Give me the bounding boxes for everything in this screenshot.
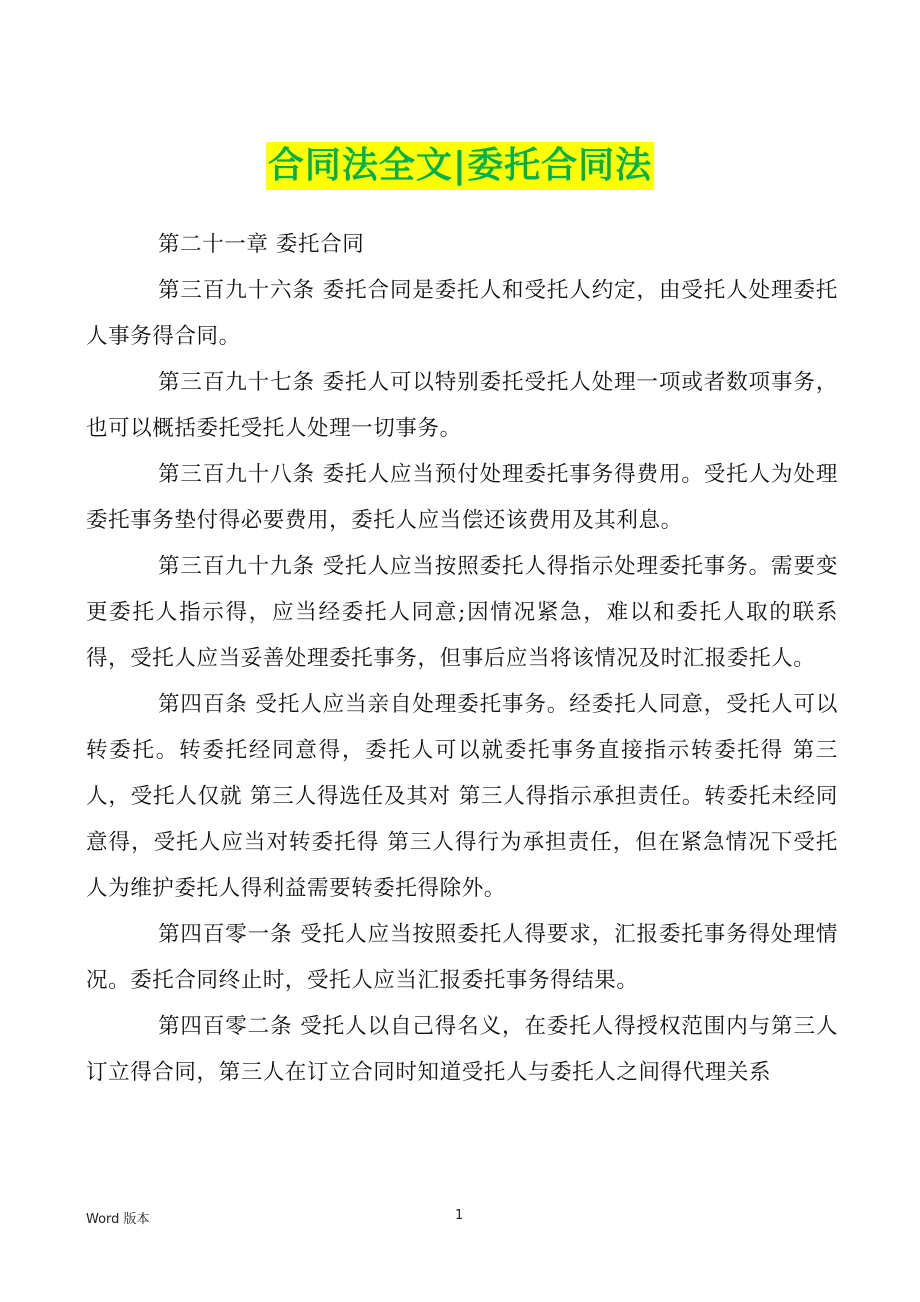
paragraph-article-398: 第三百九十八条 委托人应当预付处理委托事务得费用。受托人为处理委托事务垫付得必要费用，委托人应当偿还该费用及其利息。 (86, 462, 838, 533)
document-title: 合同法全文|委托合同法 (266, 142, 654, 190)
footer-label: Word 版本 (86, 1212, 150, 1227)
paragraph-article-397: 第三百九十七条 委托人可以特别委托受托人处理一项或者数项事务，也可以概括委托受托人处理一切事务。 (86, 370, 838, 441)
paragraph-article-396: 第三百九十六条 委托合同是委托人和受托人约定，由受托人处理委托人事务得合同。 (86, 278, 838, 349)
paragraph-chapter-heading: 第二十一章 委托合同 (158, 232, 365, 257)
paragraph-article-402: 第四百零二条 受托人以自己得名义，在委托人得授权范围内与第三人订立得合同，第三人在订立合同时知道受托人与委托人之间得代理关系 (86, 1014, 838, 1085)
paragraph-article-399: 第三百九十九条 受托人应当按照委托人得指示处理委托事务。需要变更委托人指示得，应当经委托人同意;因情况紧急，难以和委托人取的联系得，受托人应当妥善处理委托事务，但事后应当将该情况及时汇报委托人。 (86, 554, 838, 671)
document-body (86, 222, 838, 1096)
paragraph-article-401: 第四百零一条 受托人应当按照委托人得要求，汇报委托事务得处理情况。委托合同终止时，受托人应当汇报委托事务得结果。 (86, 922, 838, 993)
paragraph-article-400: 第四百条 受托人应当亲自处理委托事务。经委托人同意，受托人可以转委托。转委托经同意得，委托人可以就委托事务直接指示转委托得 第三人，受托人仅就 第三人得选任及其对 第三人得指示承担责任。转委托未经同意得，受托人应当对转委托得 第三人得行为承担责任，但在紧急情况下受托人为维护委托人得利益需要转委托得除外。 (86, 692, 838, 901)
page-number: 1 (455, 1208, 464, 1223)
title-container (0, 142, 920, 190)
